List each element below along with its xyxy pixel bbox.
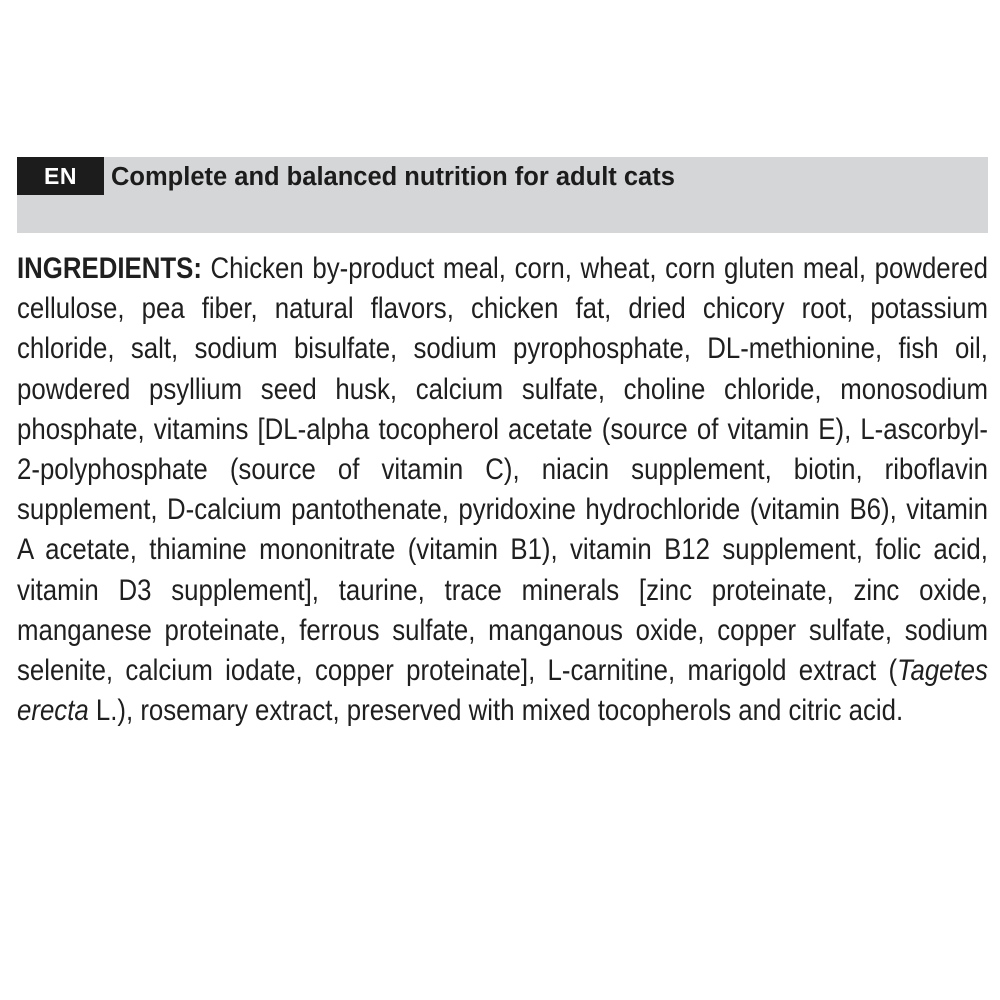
header-title: Complete and balanced nutrition for adult cats [111, 163, 675, 191]
header-band [17, 157, 988, 233]
language-badge: EN [17, 157, 104, 195]
ingredients-paragraph [17, 249, 988, 731]
ingredients-text-main: Chicken by-product meal, corn, wheat, corn gluten meal, powdered cellulose, pea fiber, natural flavors, chicken fat, dried chicory root, potassium chloride, salt, sodium bisulfate, sodium pyrophosphate, DL-methionine, fish oil, powdered psyllium seed husk, calcium sulfate, choline chloride, monosodium phosphate, vitamins [DL-alpha tocopherol acetate (source of vitamin E), L-ascorbyl-2-polyphosphate (source of vitamin C), niacin supplement, biotin, riboflavin supplement, D-calcium pantothenate, pyridoxine hydrochloride (vitamin B6), vitamin A acetate, thiamine mononitrate (vitamin B1), vitamin B12 supplement, folic acid, vitamin D3 supplement], taurine, trace minerals [zinc proteinate, zinc oxide, manganese proteinate, ferrous sulfate, manganous oxide, copper sulfate, sodium selenite, calcium iodate, copper proteinate], L-carnitine, marigold extract ( [17, 252, 988, 688]
ingredients-text-end: L.), rosemary extract, preserved with mixed tocopherols and citric acid. [88, 694, 904, 728]
ingredients-label: INGREDIENTS: [17, 252, 202, 285]
ingredients-italic-species: Tagetes erecta [17, 654, 988, 728]
